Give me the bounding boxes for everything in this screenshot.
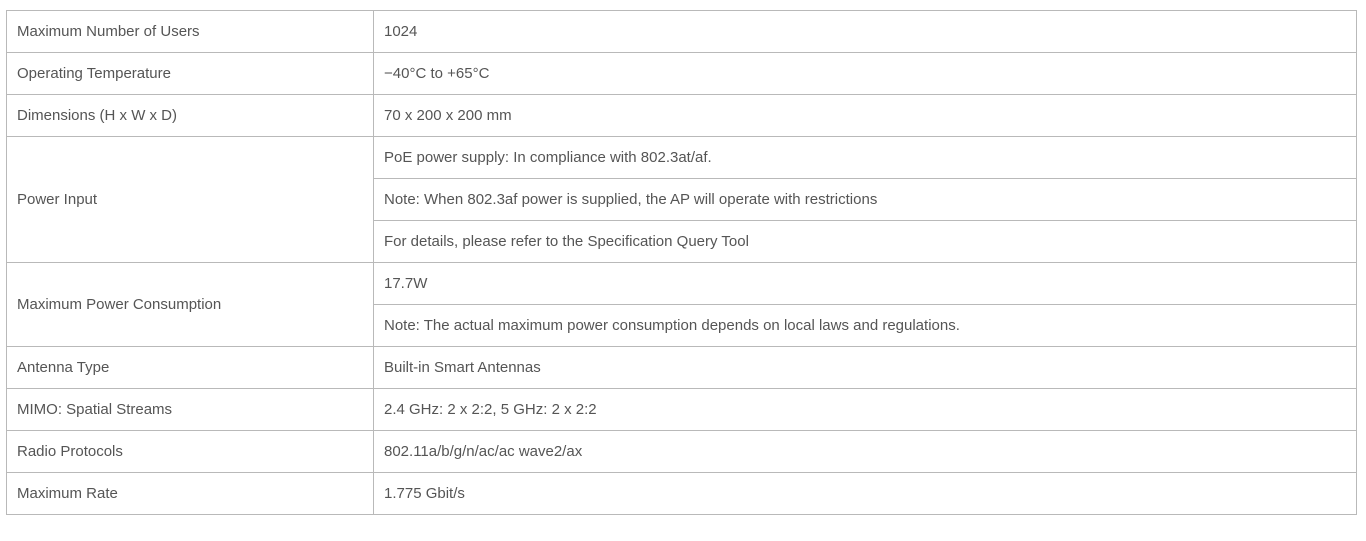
spec-value: 70 x 200 x 200 mm (374, 95, 1357, 137)
spec-label: Maximum Number of Users (7, 11, 374, 53)
table-row (7, 473, 1357, 515)
spec-label: Antenna Type (7, 347, 374, 389)
table-row (7, 95, 1357, 137)
spec-label: Power Input (7, 137, 374, 263)
spec-value: 802.11a/b/g/n/ac/ac wave2/ax (374, 431, 1357, 473)
spec-value: 1024 (374, 11, 1357, 53)
table-row (7, 389, 1357, 431)
table-row (7, 263, 1357, 305)
table-row (7, 431, 1357, 473)
spec-label: Radio Protocols (7, 431, 374, 473)
spec-value: Built-in Smart Antennas (374, 347, 1357, 389)
spec-label: Dimensions (H x W x D) (7, 95, 374, 137)
spec-value: 2.4 GHz: 2 x 2:2, 5 GHz: 2 x 2:2 (374, 389, 1357, 431)
spec-label: Operating Temperature (7, 53, 374, 95)
table-row (7, 347, 1357, 389)
spec-label: Maximum Power Consumption (7, 263, 374, 347)
table-row (7, 11, 1357, 53)
spec-value: 1.775 Gbit/s (374, 473, 1357, 515)
table-row (7, 53, 1357, 95)
spec-label: Maximum Rate (7, 473, 374, 515)
table-row (7, 137, 1357, 179)
spec-value: PoE power supply: In compliance with 802.3at/af. (374, 137, 1357, 179)
specifications-table (6, 10, 1357, 515)
spec-label: MIMO: Spatial Streams (7, 389, 374, 431)
spec-value: Note: When 802.3af power is supplied, the AP will operate with restrictions (374, 179, 1357, 221)
spec-value: 17.7W (374, 263, 1357, 305)
spec-value: Note: The actual maximum power consumption depends on local laws and regulations. (374, 305, 1357, 347)
spec-value: For details, please refer to the Specification Query Tool (374, 221, 1357, 263)
spec-value: −40°C to +65°C (374, 53, 1357, 95)
